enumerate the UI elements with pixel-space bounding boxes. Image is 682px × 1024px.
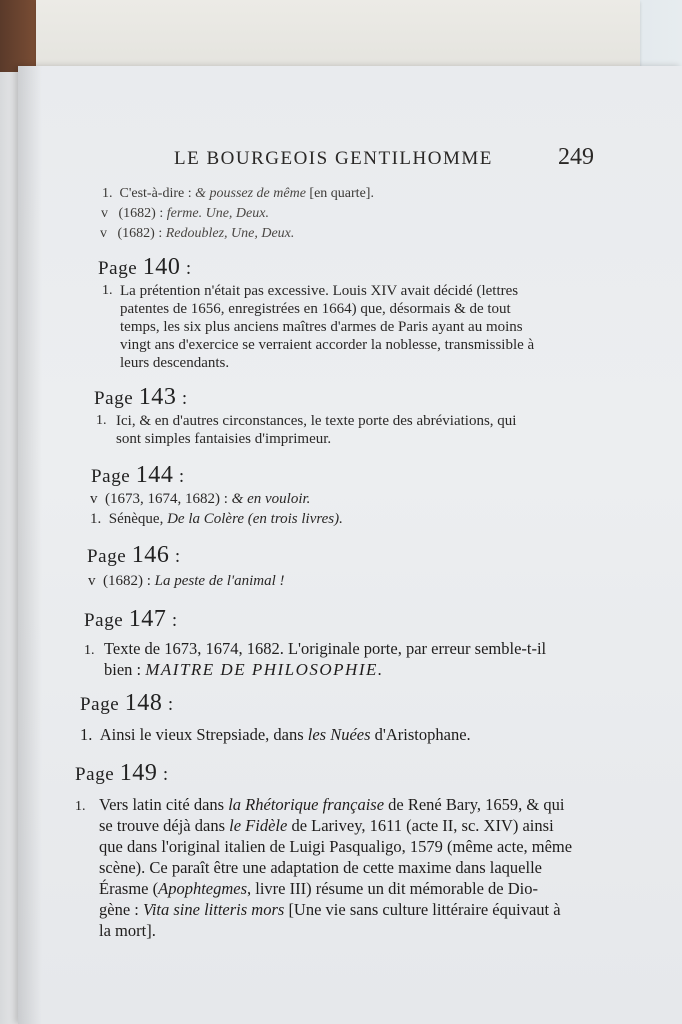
text-line: Érasme (Apophtegmes, livre III) résume un dit mémorable de Dio-: [99, 879, 538, 898]
note-paragraph: 1. Ainsi le vieux Strepsiade, dans les Nuées d'Aristophane.: [80, 725, 471, 744]
text-line: gène : Vita sine litteris mors [Une vie sans culture littéraire équivaut à: [99, 900, 561, 919]
text-line: sont simples fantaisies d'imprimeur.: [116, 431, 332, 447]
page-number: 249: [558, 144, 594, 170]
text-line: se trouve déjà dans le Fidèle de Larivey, 1611 (acte II, sc. XIV) ainsi: [99, 816, 554, 835]
section-heading: Page 140 :: [98, 254, 192, 280]
section-heading: Page 147 :: [84, 606, 178, 632]
section-heading: Page 143 :: [94, 384, 188, 410]
note-paragraph: 1. La prétention n'était pas excessive. Louis XIV avait décidé (lettres patentes de 1656, enregistrées en 1664) que, désormais & de tout temps, les six plus anciens maîtres d'armes de Paris ayant au moins vingt ans d'exercice se verraient accorder la noblesse, transmissible à leurs descendants.: [102, 283, 535, 371]
text-line: Ici, & en d'autres circonstances, le texte porte des abréviations, qui: [116, 413, 517, 429]
variant-line: v (1682) : Redoublez, Une, Deux.: [100, 226, 295, 241]
text-line: patentes de 1656, enregistrées en 1664) que, désormais & de tout: [120, 301, 511, 317]
variant-line: v (1682) : La peste de l'animal !: [88, 573, 285, 589]
note-paragraph: 1. Texte de 1673, 1674, 1682. L'originale porte, par erreur semble-t-il bien : MAITRE DE PHILOSOPHIE.: [84, 639, 547, 679]
note-paragraph: 1. Vers latin cité dans la Rhétorique française de René Bary, 1659, & qui se trouve déjà dans le Fidèle de Larivey, 1611 (acte II, sc. XIV) ainsi que dans l'original italien de Luigi Pasqualigo, 1579 (même acte, même scène). Ce paraît être une adaptation de cette maxime dans laquelle Érasme (Apophtegmes, livre III) résume un dit mémorable de Dio- gène : Vita sine litteris mors [Une vie sans culture littéraire équivaut à la mort].: [75, 795, 573, 940]
variant-line: v (1673, 1674, 1682) : & en vouloir.: [90, 491, 311, 507]
text-line: scène). Ce paraît être une adaptation de cette maxime dans laquelle: [99, 858, 543, 877]
book-page: [18, 66, 682, 1024]
variant-line: v (1682) : ferme. Une, Deux.: [101, 206, 269, 221]
text-line: La prétention n'était pas excessive. Louis XIV avait décidé (lettres: [120, 283, 519, 299]
note-paragraph: 1. Ici, & en d'autres circonstances, le texte porte des abréviations, qui sont simples fantaisies d'imprimeur.: [96, 413, 517, 447]
section-heading: Page 149 :: [75, 760, 169, 786]
page-gutter-shadow: [18, 66, 42, 1024]
section-heading: Page 146 :: [87, 542, 181, 568]
text-line: que dans l'original italien de Luigi Pasqualigo, 1579 (même acte, même: [99, 837, 573, 856]
text-line: Vers latin cité dans la Rhétorique française de René Bary, 1659, & qui: [99, 795, 565, 814]
text-line: leurs descendants.: [120, 355, 230, 371]
text-line: Texte de 1673, 1674, 1682. L'originale porte, par erreur semble-t-il: [104, 639, 547, 658]
text-line: la mort].: [99, 921, 156, 940]
section-heading: Page 148 :: [80, 690, 174, 716]
note-paragraph: 1. Sénèque, De la Colère (en trois livres).: [90, 511, 343, 527]
text-line: vingt ans d'exercice se verraient accorder la noblesse, transmissible à: [120, 337, 535, 353]
text-line: bien : MAITRE DE PHILOSOPHIE.: [104, 660, 384, 679]
running-title: LE BOURGEOIS GENTILHOMME: [174, 148, 493, 169]
section-heading: Page 144 :: [91, 462, 185, 488]
text-line: temps, les six plus anciens maîtres d'armes de Paris ayant au moins: [120, 319, 523, 335]
variant-line: 1. C'est-à-dire : & poussez de même [en quarte].: [102, 186, 374, 201]
